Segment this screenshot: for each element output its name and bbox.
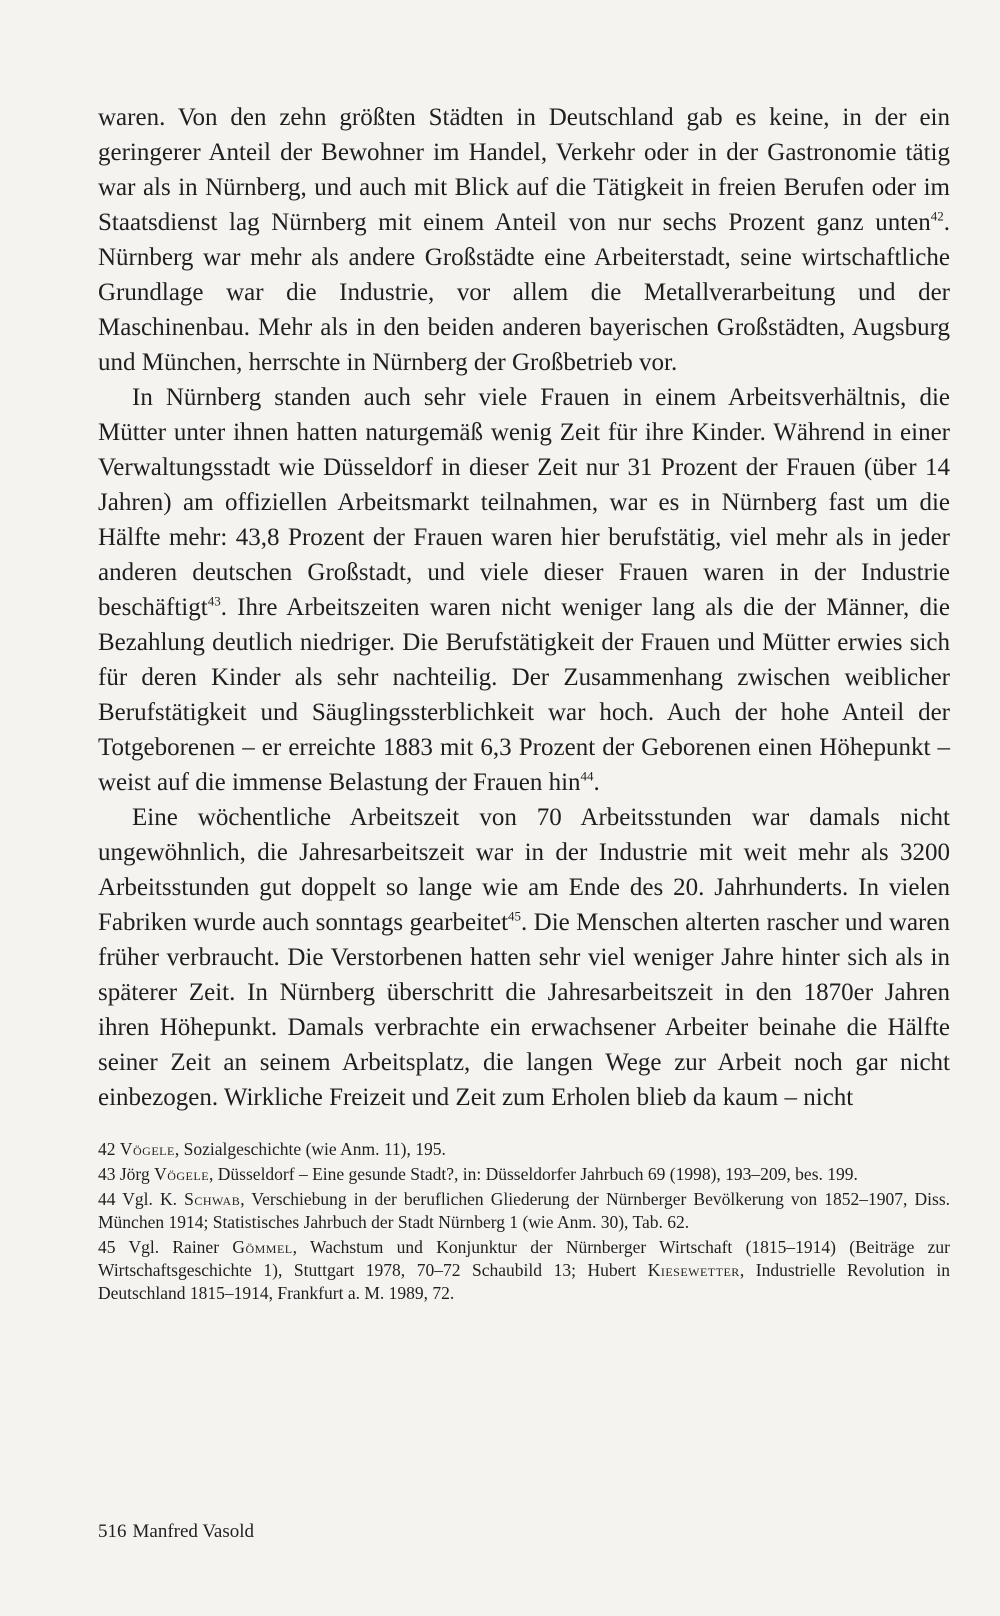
footnote-ref-43: 43 xyxy=(207,593,221,609)
page-footer xyxy=(98,1520,254,1544)
footnote-43: 43 Jörg Vögele, Düsseldorf – Eine gesunde Stadt?, in: Düsseldorfer Jahrbuch 69 (1998), 193–209, bes. 199. xyxy=(98,1164,858,1184)
footnotes xyxy=(98,1138,950,1307)
paragraph-1: waren. Von den zehn größten Städten in Deutschland gab es keine, in der ein geringerer Anteil der Bewohner im Handel, Verkehr oder in der Gastronomie tätig war als in Nürnberg, und auch mit Blick auf die Tätigkeit in freien Berufen oder im Staatsdienst lag Nürnberg mit einem Anteil von nur sechs Prozent ganz unten$^{42}$. Nürnberg war mehr als andere Großstädte eine Arbeiterstadt, seine wirtschaftliche Grundlage war die Industrie, vor allem die Metallverarbeitung und der Maschinenbau. Mehr als in den beiden anderen bayerischen Großstädten, Augsburg und München, herrschte in Nürnberg der Großbetrieb vor. xyxy=(98,104,950,376)
paragraph-3: Eine wöchentliche Arbeitszeit von 70 Arbeitsstunden war damals nicht ungewöhnlich, die Jahresarbeitszeit war in der Industrie mit weit mehr als 3200 Arbeitsstunden gut doppelt so lange wie am Ende des 20. Jahrhunderts. In vielen Fabriken wurde auch sonntags gearbeitet$^{45}$. Die Menschen alterten rascher und waren früher verbraucht. Die Verstorbenen hatten sehr viel weniger Jahre hinter sich als in späterer Zeit. In Nürnberg überschritt die Jahresarbeitszeit in den 1870er Jahren ihren Höhepunkt. Damals verbrachte ein erwachsener Arbeiter beinahe die Hälfte seiner Zeit an seinem Arbeitsplatz, die langen Wege zur Arbeit noch gar nicht einbezogen. Wirkliche Freizeit und Zeit zum Erholen blieb da kaum – nicht xyxy=(98,804,950,1111)
footnote-ref-42: 42 xyxy=(930,208,944,224)
footnote-44: 44 Vgl. K. Schwab, Verschiebung in der beruflichen Gliederung der Nürnberger Bevölkerung von 1852–1907, Diss. München 1914; Statistisches Jahrbuch der Stadt Nürnberg 1 (wie Anm. 30), Tab. 62. xyxy=(98,1189,951,1232)
running-author: Manfred Vasold xyxy=(132,1521,255,1542)
footnote-42: 42 Vögele, Sozialgeschichte (wie Anm. 11), 195. xyxy=(98,1139,446,1159)
page-number: 516 xyxy=(98,1521,127,1542)
footnote-45: 45 Vgl. Rainer Gömmel, Wachstum und Konjunktur der Nürnberger Wirtschaft (1815–1914) (Beiträge zur Wirtschaftsgeschichte 1), Stuttgart 1978, 70–72 Schaubild 13; Hubert Kiesewetter, Industrielle Revolution in Deutschland 1815–1914, Frankfurt a. M. 1989, 72. xyxy=(98,1237,950,1303)
main-text xyxy=(98,100,950,1115)
paragraph-2: In Nürnberg standen auch sehr viele Frauen in einem Arbeitsverhältnis, die Mütter unter ihnen hatten naturgemäß wenig Zeit für ihre Kinder. Während in einer Verwaltungsstadt wie Düsseldorf in dieser Zeit nur 31 Prozent der Frauen (über 14 Jahren) am offiziellen Arbeitsmarkt teilnahmen, war es in Nürnberg fast um die Hälfte mehr: 43,8 Prozent der Frauen waren hier berufstätig, viel mehr als in jeder anderen deutschen Großstadt, und viele dieser Frauen waren in der Industrie beschäftigt$^{43}$. Ihre Arbeitszeiten waren nicht weniger lang als die der Männer, die Bezahlung deutlich niedriger. Die Berufstätigkeit der Frauen und Mütter erwies sich für deren Kinder als sehr nachteilig. Der Zusammenhang zwischen weiblicher Berufstätigkeit und Säuglingssterblichkeit war hoch. Auch der hohe Anteil der Totgeborenen – er erreichte 1883 mit 6,3 Prozent der Geborenen einen Höhepunkt – weist auf die immense Belastung der Frauen hin$^{44}$. xyxy=(98,384,950,796)
footnote-ref-45: 45 xyxy=(508,908,522,924)
footnote-ref-44: 44 xyxy=(580,768,594,784)
